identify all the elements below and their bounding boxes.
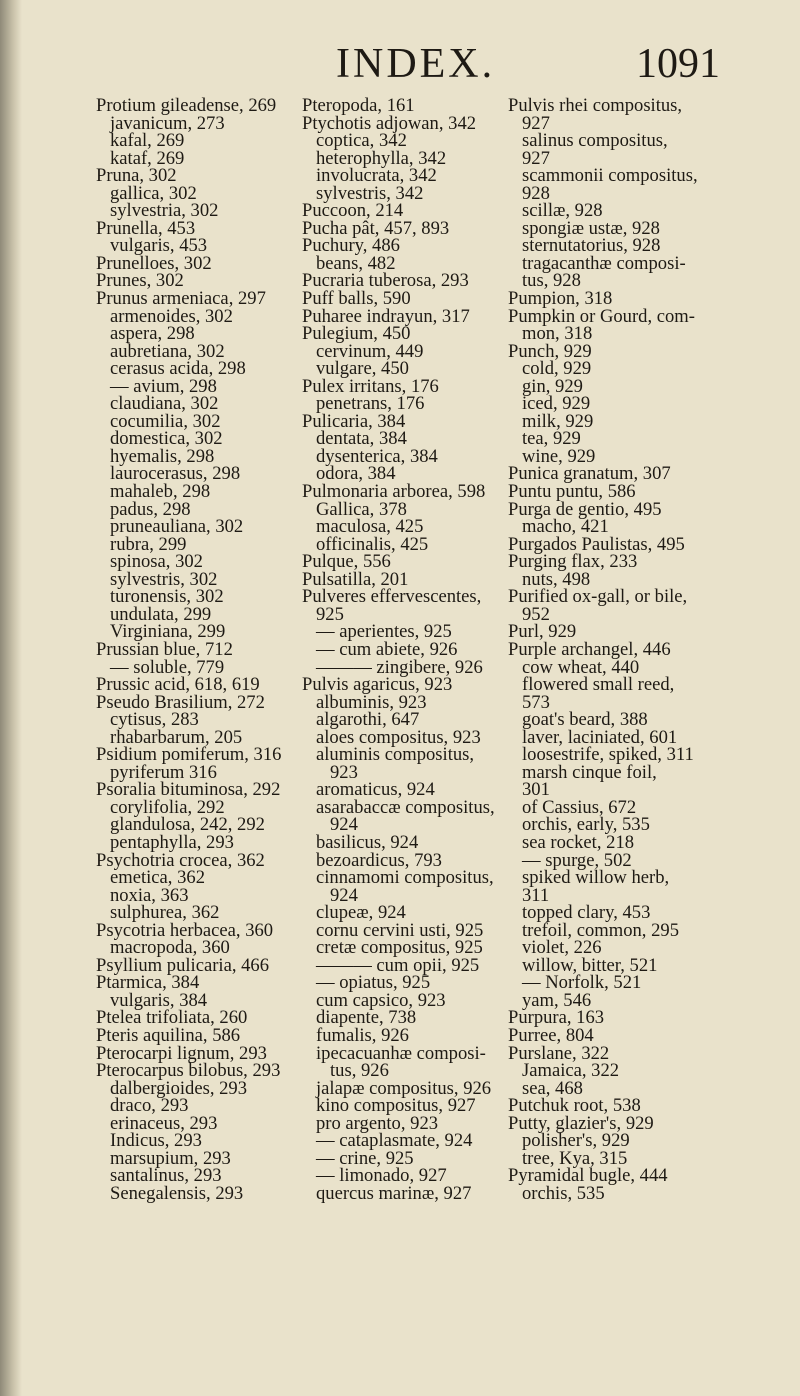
index-entry: pyriferum 316: [110, 761, 217, 783]
index-entry: Pucha pât, 457, 893: [302, 217, 450, 239]
page-gutter-shadow: [0, 0, 22, 1396]
index-entry: turonensis, 302: [110, 586, 224, 608]
index-entry: spongiæ ustæ, 928: [522, 217, 660, 239]
index-entry: gin, 929: [522, 375, 583, 397]
index-entry: — aperientes, 925: [316, 621, 452, 643]
index-entry: vulgare, 450: [316, 358, 409, 380]
index-entry: Pulsatilla, 201: [302, 568, 409, 590]
index-entry: aloes compositus, 923: [316, 726, 481, 748]
index-entry: Pulvis agaricus, 923: [302, 674, 453, 696]
index-entry: orchis, early, 535: [522, 814, 650, 836]
index-entry: Purslane, 322: [508, 1042, 610, 1064]
index-entry: santalinus, 293: [110, 1165, 222, 1187]
index-entry: Pruna, 302: [96, 165, 177, 187]
index-entry: 927: [522, 112, 550, 134]
index-entry: bezoardicus, 793: [316, 849, 442, 871]
index-entry: vulgaris, 453: [110, 235, 208, 257]
index-entry: tus, 928: [522, 270, 581, 292]
index-column-3: [508, 97, 700, 1202]
index-entry: Prunus armeniaca, 297: [96, 288, 266, 310]
index-entry: javanicum, 273: [110, 112, 225, 134]
index-entry: polisher's, 929: [522, 1130, 630, 1152]
index-entry: topped clary, 453: [522, 902, 651, 924]
index-entry: hyemalis, 298: [110, 445, 215, 467]
index-entry: laver, laciniated, 601: [522, 726, 678, 748]
index-entry: Purging flax, 233: [508, 551, 638, 573]
index-entry: wine, 929: [522, 445, 596, 467]
index-entry: corylifolia, 292: [110, 796, 225, 818]
index-entry: cretæ compositus, 925: [316, 937, 483, 959]
index-entry: Pterocarpi lignum, 293: [96, 1042, 267, 1064]
index-entry: Pumpkin or Gourd, com-: [508, 305, 695, 327]
index-entry: Senegalensis, 293: [110, 1182, 244, 1204]
index-entry: Psyllium pulicaria, 466: [96, 954, 270, 976]
index-entry: Psidium pomiferum, 316: [96, 744, 282, 766]
index-entry: undulata, 299: [110, 603, 212, 625]
index-entry: tus, 926: [330, 1060, 389, 1082]
index-entry: flowered small reed,: [522, 674, 675, 696]
index-entry: Pulque, 556: [302, 551, 391, 573]
index-entry: Prunelloes, 302: [96, 252, 212, 274]
index-entry: Ptychotis adjowan, 342: [302, 112, 477, 134]
index-entry: dalbergioides, 293: [110, 1077, 248, 1099]
index-entry: Purple archangel, 446: [508, 638, 671, 660]
index-entry: cytisus, 283: [110, 709, 199, 731]
index-entry: marsh cinque foil,: [522, 761, 657, 783]
index-entry: Prussic acid, 618, 619: [96, 674, 260, 696]
index-entry: tree, Kya, 315: [522, 1147, 628, 1169]
index-entry: 923: [330, 761, 358, 783]
index-entry: officinalis, 425: [316, 533, 429, 555]
index-entry: dentata, 384: [316, 428, 407, 450]
index-entry: Protium gileadense, 269: [96, 95, 277, 116]
index-entry: — avium, 298: [110, 375, 217, 397]
index-entry: maculosa, 425: [316, 516, 424, 538]
index-entry: Puharee indrayun, 317: [302, 305, 470, 327]
index-entry: cerasus acida, 298: [110, 358, 246, 380]
index-entry: 573: [522, 691, 550, 713]
index-entry: Purpura, 163: [508, 1007, 605, 1029]
index-entry: claudiana, 302: [110, 393, 219, 415]
index-entry: Pterocarpus bilobus, 293: [96, 1060, 281, 1082]
index-entry: glandulosa, 242, 292: [110, 814, 265, 836]
index-entry: — crine, 925: [316, 1147, 414, 1169]
index-entry: fumalis, 926: [316, 1024, 409, 1046]
index-entry: Pulegium, 450: [302, 323, 411, 345]
index-entry: gallica, 302: [110, 182, 197, 204]
index-entry: Pucraria tuberosa, 293: [302, 270, 469, 292]
index-entry: scammonii compositus,: [522, 165, 698, 187]
index-entry: yam, 546: [522, 989, 592, 1011]
index-entry: Pumpion, 318: [508, 288, 613, 310]
index-entry: Gallica, 378: [316, 498, 407, 520]
index-entry: vulgaris, 384: [110, 989, 208, 1011]
index-entry: spinosa, 302: [110, 551, 203, 573]
running-head: INDEX.: [336, 41, 496, 87]
index-column-1: [96, 97, 286, 1202]
index-entry: Jamaica, 322: [522, 1060, 620, 1082]
index-entry: Ptarmica, 384: [96, 972, 200, 994]
index-entry: aubretiana, 302: [110, 340, 225, 362]
index-entry: orchis, 535: [522, 1182, 605, 1204]
index-entry: willow, bitter, 521: [522, 954, 658, 976]
index-entry: Prunella, 453: [96, 217, 196, 239]
index-entry: Pteris aquilina, 586: [96, 1024, 241, 1046]
index-entry: algarothi, 647: [316, 709, 420, 731]
index-entry: Pseudo Brasilium, 272: [96, 691, 265, 713]
index-entry: pro argento, 923: [316, 1112, 439, 1134]
index-entry: aluminis compositus,: [316, 744, 475, 766]
index-entry: cervinum, 449: [316, 340, 424, 362]
index-entry: Purgados Paulistas, 495: [508, 533, 685, 555]
index-entry: loosestrife, spiked, 311: [522, 744, 694, 766]
index-entry: Purree, 804: [508, 1024, 594, 1046]
index-entry: spiked willow herb,: [522, 867, 670, 889]
index-entry: Virginiana, 299: [110, 621, 226, 643]
index-entry: violet, 226: [522, 937, 602, 959]
index-entry: 924: [330, 814, 358, 836]
index-entry: 301: [522, 779, 550, 801]
index-entry: pentaphylla, 293: [110, 831, 234, 853]
index-entry: Punica granatum, 307: [508, 463, 671, 485]
index-entry: Pulveres effervescentes,: [302, 586, 482, 608]
index-entry: clupeæ, 924: [316, 902, 406, 924]
index-entry: kataf, 269: [110, 147, 185, 169]
index-entry: Pulex irritans, 176: [302, 375, 439, 397]
index-entry: sulphurea, 362: [110, 902, 220, 924]
index-entry: Pyramidal bugle, 444: [508, 1165, 668, 1187]
index-entry: sylvestris, 302: [110, 568, 218, 590]
index-entry: — soluble, 779: [110, 656, 225, 678]
index-entry: Prussian blue, 712: [96, 638, 233, 660]
page-header: [0, 40, 800, 100]
index-entry: 928: [522, 182, 550, 204]
index-entry: Prunes, 302: [96, 270, 184, 292]
page-number: 1091: [636, 41, 720, 87]
index-entry: marsupium, 293: [110, 1147, 231, 1169]
index-entry: Pulmonaria arborea, 598: [302, 481, 486, 503]
index-entry: 924: [330, 884, 358, 906]
index-entry: Indicus, 293: [110, 1130, 202, 1152]
index-entry: cold, 929: [522, 358, 592, 380]
index-entry: odora, 384: [316, 463, 396, 485]
index-entry: Psoralia bituminosa, 292: [96, 779, 281, 801]
index-entry: padus, 298: [110, 498, 191, 520]
index-entry: Puff balls, 590: [302, 288, 411, 310]
index-entry: Pulicaria, 384: [302, 410, 406, 432]
index-entry: tragacanthæ composi-: [522, 252, 686, 274]
index-entry: kino compositus, 927: [316, 1095, 476, 1117]
index-entry: macropoda, 360: [110, 937, 230, 959]
index-entry: sylvestria, 302: [110, 200, 219, 222]
index-entry: aromaticus, 924: [316, 779, 435, 801]
index-entry: Punch, 929: [508, 340, 592, 362]
index-column-2: [302, 95, 495, 1204]
index-entry: — limonado, 927: [316, 1165, 447, 1187]
index-entry: penetrans, 176: [316, 393, 425, 415]
index-entry: milk, 929: [522, 410, 594, 432]
index-entry: Putchuk root, 538: [508, 1095, 641, 1117]
index-entry: 311: [522, 884, 550, 906]
index-entry: asarabaccæ compositus,: [316, 796, 495, 818]
index-entry: Puccoon, 214: [302, 200, 404, 222]
index-entry: albuminis, 923: [316, 691, 427, 713]
index-entry: Purl, 929: [508, 621, 577, 643]
index-entry: macho, 421: [522, 516, 609, 538]
index-entry: ——— zingibere, 926: [316, 656, 483, 678]
index-entry: basilicus, 924: [316, 831, 419, 853]
index-entry: Puchury, 486: [302, 235, 400, 257]
index-entry: noxia, 363: [110, 884, 189, 906]
index-entry: Putty, glazier's, 929: [508, 1112, 654, 1134]
index-entry: armenoides, 302: [110, 305, 233, 327]
index-entry: ——— cum opii, 925: [316, 954, 480, 976]
index-entry: sea, 468: [522, 1077, 583, 1099]
index-entry: Pteropoda, 161: [302, 95, 415, 116]
index-entry: Purga de gentio, 495: [508, 498, 662, 520]
index-entry: — cum abiete, 926: [316, 638, 458, 660]
index-entry: — Norfolk, 521: [522, 972, 642, 994]
index-entry: quercus marinæ, 927: [316, 1182, 472, 1204]
index-entry: Pulvis rhei compositus,: [508, 95, 683, 116]
index-entry: — spurge, 502: [522, 849, 632, 871]
index-entry: goat's beard, 388: [522, 709, 648, 731]
index-entry: kafal, 269: [110, 130, 185, 152]
index-entry: rubra, 299: [110, 533, 187, 555]
index-entry: iced, 929: [522, 393, 591, 415]
index-entry: 925: [316, 603, 344, 625]
index-entry: Psychotria crocea, 362: [96, 849, 265, 871]
index-entry: — cataplasmate, 924: [316, 1130, 473, 1152]
index-entry: ipecacuanhæ composi-: [316, 1042, 486, 1064]
index-entry: — opiatus, 925: [316, 972, 431, 994]
index-entry: beans, 482: [316, 252, 396, 274]
index-entry: dysenterica, 384: [316, 445, 438, 467]
index-entry: cocumilia, 302: [110, 410, 221, 432]
index-entry: trefoil, common, 295: [522, 919, 679, 941]
index-entry: rhabarbarum, 205: [110, 726, 243, 748]
index-entry: cow wheat, 440: [522, 656, 640, 678]
index-entry: sylvestris, 342: [316, 182, 424, 204]
index-entry: Puntu puntu, 586: [508, 481, 636, 503]
index-entry: emetica, 362: [110, 867, 205, 889]
index-entry: coptica, 342: [316, 130, 407, 152]
index-entry: Purified ox-gall, or bile,: [508, 586, 688, 608]
index-entry: pruneauliana, 302: [110, 516, 244, 538]
index-entry: erinaceus, 293: [110, 1112, 218, 1134]
index-entry: scillæ, 928: [522, 200, 603, 222]
index-entry: mahaleb, 298: [110, 481, 211, 503]
index-entry: mon, 318: [522, 323, 593, 345]
index-entry: cinnamomi compositus,: [316, 867, 494, 889]
index-entry: nuts, 498: [522, 568, 591, 590]
index-entry: of Cassius, 672: [522, 796, 637, 818]
index-entry: aspera, 298: [110, 323, 195, 345]
index-entry: Ptelea trifoliata, 260: [96, 1007, 248, 1029]
index-entry: tea, 929: [522, 428, 581, 450]
index-entry: 952: [522, 603, 550, 625]
index-entry: heterophylla, 342: [316, 147, 447, 169]
index-entry: domestica, 302: [110, 428, 223, 450]
index-entry: jalapæ compositus, 926: [316, 1077, 492, 1099]
index-entry: laurocerasus, 298: [110, 463, 241, 485]
index-entry: cornu cervini usti, 925: [316, 919, 484, 941]
index-entry: diapente, 738: [316, 1007, 417, 1029]
index-entry: involucrata, 342: [316, 165, 437, 187]
index-entry: salinus compositus,: [522, 130, 668, 152]
index-entry: cum capsico, 923: [316, 989, 446, 1011]
index-entry: draco, 293: [110, 1095, 189, 1117]
index-entry: sternutatorius, 928: [522, 235, 661, 257]
index-entry: sea rocket, 218: [522, 831, 635, 853]
index-entry: Psycotria herbacea, 360: [96, 919, 274, 941]
index-entry: 927: [522, 147, 550, 169]
